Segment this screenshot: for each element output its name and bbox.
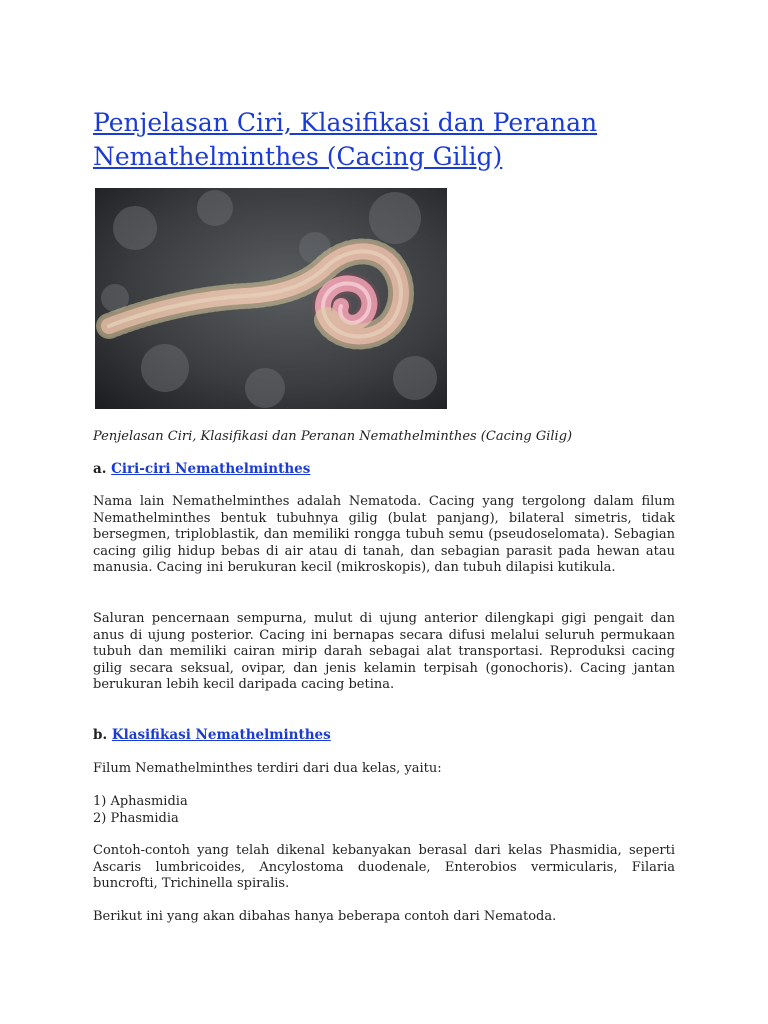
- section-b-prefix: b.: [93, 727, 112, 743]
- section-b-paragraph-1: Filum Nemathelminthes terdiri dari dua kelas, yaitu:: [93, 761, 442, 776]
- image-caption: Penjelasan Ciri, Klasifikasi dan Peranan Nemathelminthes (Cacing Gilig): [93, 429, 573, 444]
- article-title-link[interactable]: Penjelasan Ciri, Klasifikasi dan Peranan Nemathelminthes (Cacing Gilig): [93, 108, 598, 171]
- section-b-paragraph-3: Berikut ini yang akan dibahas hanya beberapa contoh dari Nematoda.: [93, 909, 557, 924]
- section-a-paragraph-1: Nama lain Nemathelminthes adalah Nematoda. Cacing yang tergolong dalam filum Nemathelminthes bentuk tubuhnya gilig (bulat panjang), bilateral simetris, tidak bersegmen, triploblastik, dan memiliki rongga tubuh semu (pseudoselomata). Sebagian cacing gilig hidup bebas di air atau di tanah, dan sebagian parasit pada hewan atau manusia. Cacing ini berukuran kecil (mikroskopis), dan tubuh dilapisi kutikula.: [93, 494, 675, 576]
- section-a-heading: [93, 460, 675, 478]
- section-b-link[interactable]: Klasifikasi Nemathelminthes: [111, 727, 331, 743]
- section-a-link[interactable]: Ciri-ciri Nemathelminthes: [111, 461, 311, 477]
- section-a-prefix: a.: [93, 461, 112, 477]
- class-list: [93, 794, 675, 827]
- section-b-paragraph-2: Contoh-contoh yang telah dikenal kebanyakan berasal dari kelas Phasmidia, seperti Ascaris lumbricoides, Ancylostoma duodenale, Enterobios vermicularis, Filaria buncrofti, Trichinella spiralis.: [93, 843, 675, 892]
- nematode-worm-photo: [95, 188, 447, 409]
- section-a-paragraph-2: Saluran pencernaan sempurna, mulut di ujung anterior dilengkapi gigi pengait dan anus di ujung posterior. Cacing ini bernapas secara difusi melalui seluruh permukaan tubuh dan memiliki cairan mirip darah sebagai alat transportasi. Reproduksi cacing gilig secara seksual, ovipar, dan jenis kelamin terpisah (gonochoris). Cacing jantan berukuran lebih kecil daripada cacing betina.: [93, 611, 675, 693]
- list-item: 1) Aphasmidia: [93, 794, 188, 809]
- list-item: 2) Phasmidia: [93, 810, 179, 826]
- section-b-heading: [93, 726, 675, 744]
